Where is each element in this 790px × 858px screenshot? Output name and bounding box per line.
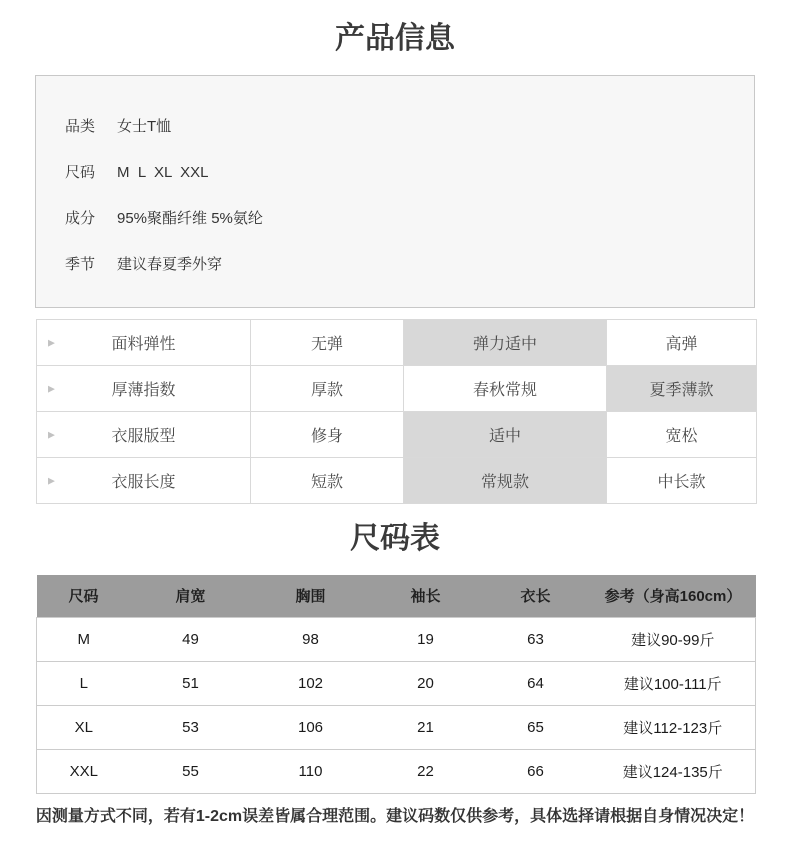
attribute-option: 短款 — [251, 458, 404, 504]
size-cell: 106 — [251, 705, 371, 749]
column-header: 参考（身高160cm） — [591, 575, 756, 617]
size-cell: XL — [37, 705, 131, 749]
product-info-box — [35, 75, 755, 308]
size-cell: 21 — [371, 705, 481, 749]
column-header: 衣长 — [481, 575, 591, 617]
table-row — [37, 412, 757, 458]
column-header: 胸围 — [251, 575, 371, 617]
info-label: 季节 — [65, 256, 96, 273]
size-cell: 102 — [251, 661, 371, 705]
size-cell: 98 — [251, 617, 371, 661]
info-label: 成分 — [65, 210, 96, 227]
measurement-disclaimer: 因测量方式不同，若有1-2cm误差皆属合理范围。建议码数仅供参考，具体选择请根据自身情况决定！ — [35, 807, 755, 825]
size-cell: 53 — [131, 705, 251, 749]
size-cell: 110 — [251, 749, 371, 793]
size-cell: 建议112-123斤 — [591, 705, 756, 749]
attribute-option: 中长款 — [607, 458, 757, 504]
size-cell: 20 — [371, 661, 481, 705]
size-table-header-row — [37, 575, 756, 617]
size-cell: 51 — [131, 661, 251, 705]
table-row — [37, 617, 756, 661]
attribute-option: 适中 — [404, 412, 607, 458]
attribute-label: 面料弹性 — [111, 336, 176, 353]
table-row — [37, 366, 757, 412]
attribute-option: 宽松 — [607, 412, 757, 458]
size-table — [36, 575, 756, 794]
column-header: 尺码 — [37, 575, 131, 617]
size-cell: L — [37, 661, 131, 705]
table-row — [37, 320, 757, 366]
size-cell: 63 — [481, 617, 591, 661]
product-info-title: 产品信息 — [335, 22, 455, 55]
info-value: 建议春夏季外穿 — [117, 256, 223, 273]
attribute-option: 夏季薄款 — [607, 366, 757, 412]
info-value: M L XL XXL — [117, 164, 209, 181]
attribute-label: 衣服长度 — [111, 474, 176, 491]
column-header: 袖长 — [371, 575, 481, 617]
size-cell: M — [37, 617, 131, 661]
triangle-bullet-icon: ▶ — [48, 383, 55, 393]
triangle-bullet-icon: ▶ — [48, 337, 55, 347]
table-row — [37, 749, 756, 793]
size-cell: 22 — [371, 749, 481, 793]
size-cell: 64 — [481, 661, 591, 705]
size-cell: 66 — [481, 749, 591, 793]
info-row-composition — [65, 209, 734, 229]
attribute-option: 春秋常规 — [404, 366, 607, 412]
size-cell: XXL — [37, 749, 131, 793]
attribute-option: 无弹 — [251, 320, 404, 366]
size-cell: 19 — [371, 617, 481, 661]
attribute-option: 弹力适中 — [404, 320, 607, 366]
info-row-size — [65, 163, 734, 183]
info-label: 品类 — [65, 118, 96, 135]
attribute-option: 高弹 — [607, 320, 757, 366]
info-row-category — [65, 117, 734, 137]
attribute-option: 厚款 — [251, 366, 404, 412]
size-cell: 建议90-99斤 — [591, 617, 756, 661]
table-row — [37, 705, 756, 749]
attribute-table — [36, 319, 757, 504]
attribute-label-cell — [37, 366, 251, 412]
info-value: 女士T恤 — [117, 118, 172, 135]
table-row — [37, 458, 757, 504]
attribute-option: 常规款 — [404, 458, 607, 504]
size-cell: 65 — [481, 705, 591, 749]
info-value: 95%聚酯纤维 5%氨纶 — [117, 210, 263, 227]
table-row — [37, 661, 756, 705]
info-row-season — [65, 255, 734, 275]
attribute-label: 衣服版型 — [111, 428, 176, 445]
attribute-label-cell — [37, 320, 251, 366]
attribute-label-cell — [37, 412, 251, 458]
attribute-label-cell — [37, 458, 251, 504]
triangle-bullet-icon: ▶ — [48, 475, 55, 485]
size-cell: 49 — [131, 617, 251, 661]
size-cell: 建议100-111斤 — [591, 661, 756, 705]
attribute-option: 修身 — [251, 412, 404, 458]
info-label: 尺码 — [65, 164, 96, 181]
attribute-label: 厚薄指数 — [111, 382, 176, 399]
size-cell: 55 — [131, 749, 251, 793]
triangle-bullet-icon: ▶ — [48, 429, 55, 439]
size-chart-title: 尺码表 — [350, 522, 440, 555]
size-cell: 建议124-135斤 — [591, 749, 756, 793]
column-header: 肩宽 — [131, 575, 251, 617]
